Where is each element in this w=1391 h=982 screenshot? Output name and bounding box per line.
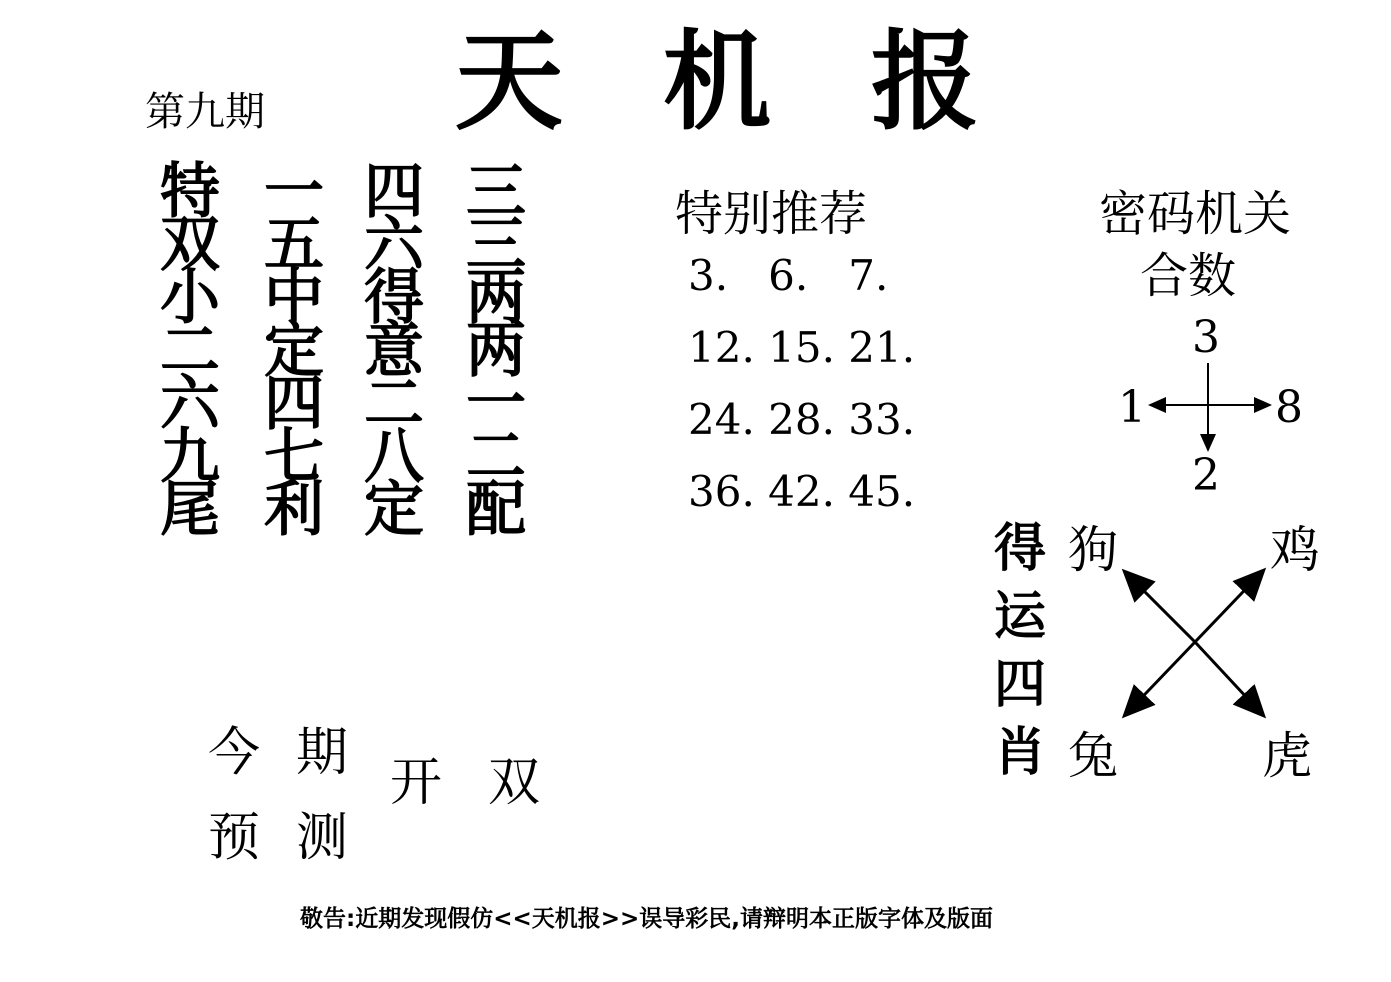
arrow-to-rabbit	[1126, 642, 1195, 714]
verse-char: 意	[364, 316, 424, 386]
verse-char: 两	[466, 316, 526, 386]
lucky-label-char: 肖	[993, 723, 1046, 783]
verse-char: 一	[466, 369, 526, 439]
prediction-char: 期	[296, 723, 349, 783]
verse-char: 一	[264, 157, 324, 227]
animal-dog: 狗	[1068, 521, 1118, 579]
prediction-char: 测	[296, 808, 349, 868]
verse-char: 三	[466, 210, 526, 280]
code-title: 密码机关	[1098, 186, 1291, 242]
verse-char: 定	[364, 475, 424, 545]
verse-column-1	[158, 157, 222, 545]
prediction-result: 开	[390, 753, 443, 813]
verse-char: 二	[466, 422, 526, 492]
number-row: 24. 28. 33.	[688, 395, 916, 444]
issue-number: 第九期	[145, 89, 265, 135]
special-recommend-title: 特别推荐	[675, 186, 868, 242]
verse-char: 配	[466, 475, 526, 545]
zodiac-cross-diagram	[1110, 560, 1280, 725]
page-title: 天机报	[455, 19, 1080, 145]
verse-char: 中	[264, 263, 324, 333]
verse-char: 四	[264, 369, 324, 439]
verse-column-2	[262, 157, 326, 545]
code-bottom-number: 2	[1192, 450, 1220, 501]
warning-notice: 敬告:近期发现假仿<<天机报>>误导彩民,请辩明本正版字体及版面	[300, 906, 994, 932]
code-left-number: 1	[1118, 382, 1146, 433]
prediction-result: 双	[488, 753, 541, 813]
verse-char: 九	[160, 422, 220, 492]
verse-char: 两	[466, 263, 526, 333]
code-cross-diagram	[1140, 355, 1280, 465]
verse-char: 七	[264, 422, 324, 492]
verse-char: 尾	[160, 475, 220, 545]
verse-char: 三	[466, 157, 526, 227]
verse-char: 小	[160, 263, 220, 333]
special-number-list	[688, 240, 915, 528]
code-top-number: 3	[1192, 312, 1220, 363]
verse-char: 利	[264, 475, 324, 545]
verse-char: 六	[160, 369, 220, 439]
animal-rabbit: 兔	[1068, 727, 1118, 785]
code-right-number: 8	[1275, 382, 1303, 433]
verse-char: 二	[364, 369, 424, 439]
code-subtitle: 合数	[1140, 248, 1237, 304]
lucky-label-char: 四	[993, 655, 1046, 715]
prediction-char: 今	[208, 723, 261, 783]
arrow-to-dog	[1126, 573, 1195, 642]
verse-char: 四	[364, 157, 424, 227]
verse-column-4	[464, 157, 528, 545]
verse-char: 二	[160, 316, 220, 386]
arrow-to-rooster	[1195, 572, 1262, 642]
number-row: 3. 6. 7.	[688, 251, 889, 300]
verse-char: 特	[160, 157, 220, 227]
lucky-label-char: 得	[993, 519, 1046, 579]
verse-char: 五	[264, 210, 324, 280]
number-row: 36. 42. 45.	[688, 467, 916, 516]
animal-tiger: 虎	[1262, 727, 1312, 785]
verse-column-3	[362, 157, 426, 545]
verse-char: 八	[364, 422, 424, 492]
lucky-label-char: 运	[993, 587, 1046, 647]
animal-rooster: 鸡	[1270, 521, 1320, 579]
verse-char: 得	[364, 263, 424, 333]
prediction-char: 预	[208, 808, 261, 868]
arrow-to-tiger	[1195, 642, 1262, 714]
verse-char: 六	[364, 210, 424, 280]
verse-char: 定	[264, 316, 324, 386]
lucky-zodiac-label	[990, 515, 1050, 787]
number-row: 12. 15. 21.	[688, 323, 916, 372]
verse-char: 双	[160, 210, 220, 280]
